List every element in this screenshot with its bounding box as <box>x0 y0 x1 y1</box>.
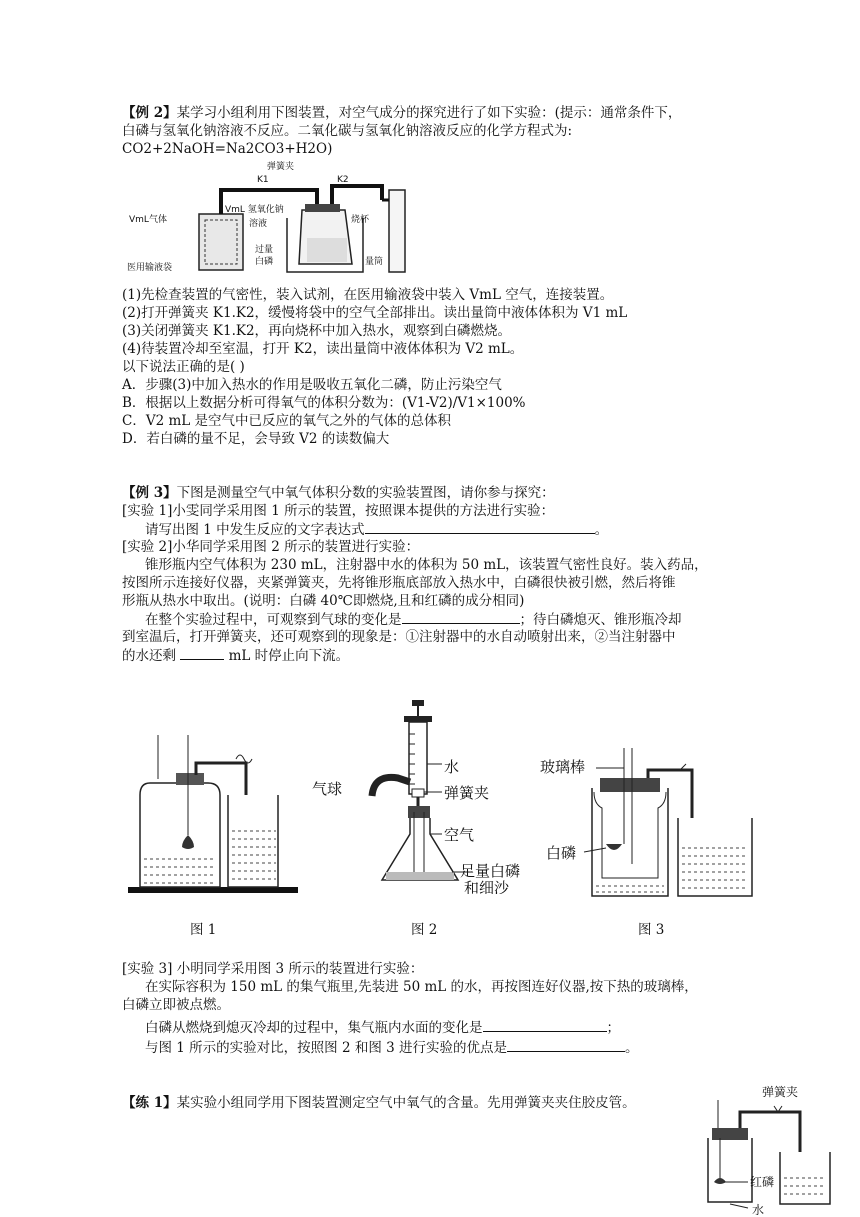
pr1-phosphorus-label: 红磷 <box>750 1175 775 1189</box>
ex3-exp3-line1: 在实际容积为 150 mL 的集气瓶里,先装进 50 mL 的水，再按图连好仪器,按下热的玻璃棒， <box>145 979 698 995</box>
ex3-exp1-question: 请写出图 1 中发生反应的文字表达式 。 <box>145 522 609 538</box>
ex3-exp1: [实验 1]小雯同学采用图 1 所示的装置，按照课本提供的方法进行实验： <box>122 503 555 519</box>
fig2-air-label: 空气 <box>444 826 475 844</box>
fig2-water-label: 水 <box>444 758 460 776</box>
ex2-apparatus-figure <box>127 160 427 280</box>
ex2-p-label-1: 过量 <box>255 245 274 255</box>
fig2-phosphorus-label-2: 和细沙 <box>464 879 510 894</box>
ex2-naoh-label-1: VmL 氢氧化钠 <box>225 205 284 215</box>
answer-blank <box>402 610 520 624</box>
ex3-heading: 【例 3】 <box>122 485 177 501</box>
ex2-step-2: (2)打开弹簧夹 K1.K2，缓慢将袋中的空气全部排出。读出量筒中液体体积为 V1 mL <box>122 305 628 321</box>
ex2-option-c: C．V2 mL 是空气中已反应的氧气之外的气体的总体积 <box>122 413 452 429</box>
ex2-cylinder-label: 量筒 <box>365 257 384 267</box>
ex3-exp2-line6: 的水还剩 mL 时停止向下流。 <box>122 648 350 664</box>
ex3-exp3-line2: 白磷立即被点燃。 <box>122 997 230 1013</box>
answer-blank <box>365 520 595 534</box>
ex3-exp2-line1: 锥形瓶内空气体积为 230 mL，注射器中水的体积为 50 mL，该装置气密性良好。装入药品， <box>145 557 708 573</box>
ex3-exp3: [实验 3] 小明同学采用图 3 所示的装置进行实验： <box>122 961 424 977</box>
ex2-step-1: (1)先检查装置的气密性，装入试剂，在医用输液袋中装入 VmL 空气，连接装置。 <box>122 287 614 303</box>
ex3-exp3-line4: 与图 1 所示的实验对比，按照图 2 和图 3 进行实验的优点是 。 <box>145 1040 639 1056</box>
ex3-exp2-line4: 在整个实验过程中，可观察到气球的变化是 ；待白磷熄灭、锥形瓶冷却 <box>145 612 682 628</box>
pr1-clip-label: 弹簧夹 <box>762 1085 799 1099</box>
answer-blank <box>483 1018 607 1032</box>
ex2-step-4: (4)待装置冷却至室温，打开 K2，读出量筒中液体体积为 V2 mL。 <box>122 341 524 357</box>
ex2-equation: CO2+2NaOH=Na2CO3+H2O) <box>122 141 333 157</box>
ex2-question: 以下说法正确的是( ) <box>122 359 245 375</box>
figure-3-caption: 图 3 <box>638 922 665 938</box>
figure-2-caption: 图 2 <box>411 922 438 938</box>
ex2-beaker-label: 烧杯 <box>351 215 370 225</box>
figure-1-caption: 图 1 <box>190 922 217 938</box>
ex3-exp3-line3: 白磷从燃烧到熄灭冷却的过程中，集气瓶内水面的变化是 ； <box>145 1020 620 1036</box>
ex2-gas-label: VmL气体 <box>129 215 167 225</box>
figure-2 <box>312 694 532 894</box>
ex2-option-b: B．根据以上数据分析可得氧气的体积分数为：(V1-V2)/V1×100% <box>122 395 526 411</box>
ex2-intro-line1: 【例 2】某学习小组利用下图装置，对空气成分的探究进行了如下实验：(提示：通常条件下， <box>122 105 682 121</box>
ex2-step-3: (3)关闭弹簧夹 K1.K2，再向烧杯中加入热水，观察到白磷燃烧。 <box>122 323 512 339</box>
ex3-exp2-line5: 到室温后，打开弹簧夹，还可观察到的现象是：①注射器中的水自动喷射出来，②当注射器中 <box>122 629 676 645</box>
fig2-clip-label: 弹簧夹 <box>444 784 490 802</box>
ex2-option-a: A．步骤(3)中加入热水的作用是吸收五氧化二磷，防止污染空气 <box>122 377 502 393</box>
ex2-p-label-2: 白磷 <box>255 257 274 267</box>
pr1-intro: 【练 1】某实验小组同学用下图装置测定空气中氧气的含量。先用弹簧夹夹住胶皮管。 <box>122 1095 636 1111</box>
ex2-option-d: D．若白磷的量不足，会导致 V2 的读数偏大 <box>122 431 390 447</box>
ex3-exp2-line2: 按图所示连接好仪器，夹紧弹簧夹，先将锥形瓶底部放入热水中，白磷很快被引燃，然后将锥 <box>122 575 676 591</box>
pr1-apparatus-figure <box>690 1082 840 1216</box>
answer-blank <box>507 1038 625 1052</box>
fig3-phosphorus-label: 白磷 <box>546 844 577 862</box>
ex2-heading: 【例 2】 <box>122 105 177 121</box>
figure-1 <box>128 735 308 900</box>
fig2-balloon-label: 气球 <box>312 780 343 798</box>
pr1-heading: 【练 1】 <box>122 1095 177 1111</box>
figure-3 <box>540 748 770 898</box>
ex2-intro-line2: 白磷与氢氧化钠溶液不反应。二氧化碳与氢氧化钠溶液反应的化学方程式为: <box>122 123 573 139</box>
ex2-naoh-label-2: 溶液 <box>249 219 268 229</box>
fig2-phosphorus-label-1: 足量白磷 <box>460 862 521 880</box>
fig3-rod-label: 玻璃棒 <box>540 758 586 776</box>
pr1-water-label: 水 <box>752 1203 765 1216</box>
ex2-k1-label: K1 <box>257 175 269 185</box>
ex2-bag-label: 医用输液袋 <box>127 263 173 273</box>
ex2-clip-label: 弹簧夹 <box>267 162 295 172</box>
ex3-exp2: [实验 2]小华同学采用图 2 所示的装置进行实验： <box>122 539 420 555</box>
ex2-k2-label: K2 <box>337 175 349 185</box>
ex3-intro: 【例 3】下图是测量空气中氧气体积分数的实验装置图，请你参与探究： <box>122 485 555 501</box>
answer-blank <box>180 646 224 660</box>
ex3-exp2-line3: 形瓶从热水中取出。(说明：白磷 40℃即燃烧,且和红磷的成分相同) <box>122 593 525 609</box>
